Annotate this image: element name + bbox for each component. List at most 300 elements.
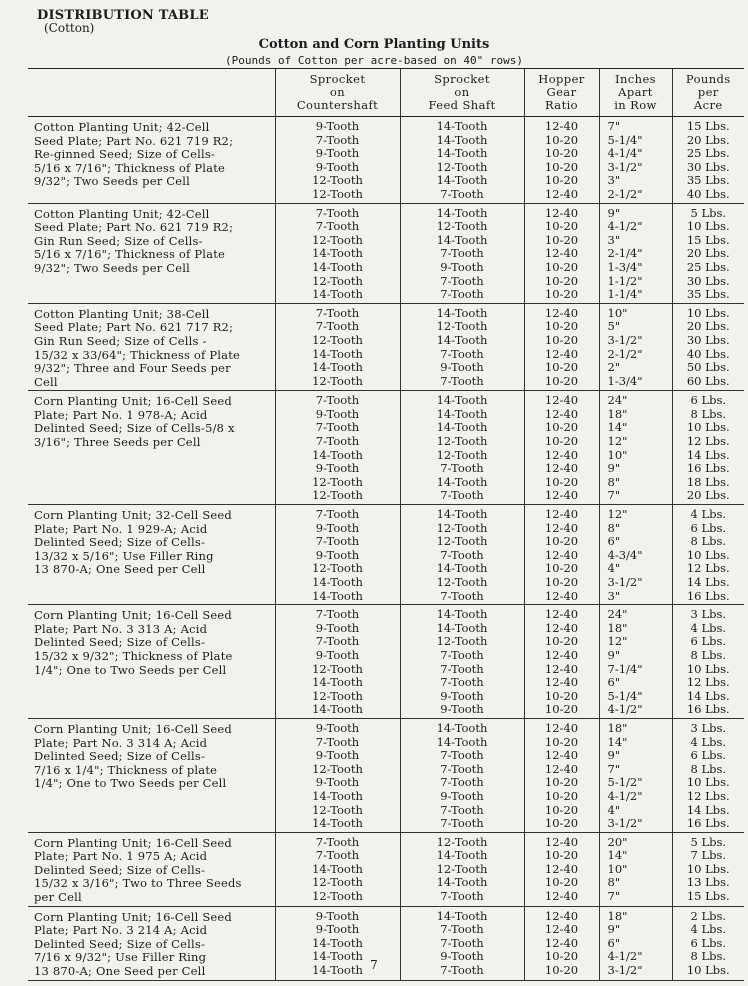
page-number: 7	[370, 958, 378, 972]
cell-value: 12-40	[544, 922, 579, 937]
cell-value: 6"	[607, 534, 621, 549]
cell-value: 14-Tooth	[436, 875, 488, 890]
cell-value: 12-40	[544, 761, 579, 776]
cell-value: 4"	[607, 802, 621, 817]
cell-value: 10"	[607, 861, 628, 876]
cell-value: 14-Tooth	[436, 205, 488, 220]
cell-value: 14"	[607, 734, 628, 749]
description-line: Seed Plate; Part No. 621 719 R2;	[34, 220, 234, 235]
cell-value: 12-40	[544, 720, 579, 735]
cell-value: 12-40	[544, 461, 579, 476]
cell-value: 2-1/4"	[607, 246, 643, 261]
cell-value: 14-Tooth	[436, 132, 488, 147]
description-line: 13 870-A; One Seed per Cell	[34, 964, 206, 979]
cell-value: 14-Tooth	[436, 720, 488, 735]
inches-cell	[599, 203, 672, 303]
cell-value: 1-1/4"	[607, 287, 643, 302]
cell-value: 7-Tooth	[315, 319, 360, 334]
cell-value: 10"	[607, 447, 628, 462]
cell-value: 10-20	[544, 219, 579, 234]
unit-description	[28, 203, 275, 303]
countershaft-cell	[275, 832, 400, 906]
cell-value: 12-Tooth	[312, 561, 363, 576]
cell-value: 14-Tooth	[436, 561, 488, 576]
cell-value: 12-Tooth	[312, 474, 363, 489]
cell-value: 12-Tooth	[436, 834, 488, 849]
feedshaft-cell	[400, 117, 524, 204]
cell-value: 7-Tooth	[440, 461, 484, 476]
description-line: Plate; Part No. 1 975 A; Acid	[34, 849, 208, 864]
cell-value: 40 Lbs.	[686, 186, 730, 201]
description-line: Plate; Part No. 3 313 A; Acid	[34, 621, 208, 636]
cell-value: 14-Tooth	[436, 507, 488, 522]
distribution-table	[28, 68, 744, 981]
cell-value: 12-40	[544, 346, 579, 361]
cell-value: 12-40	[544, 507, 579, 522]
description-line: 15/32 x 3/16"; Two to Three Seeds	[34, 876, 242, 891]
cell-value: 12-40	[544, 620, 579, 635]
cell-value: 7-Tooth	[315, 734, 360, 749]
cell-value: 6 Lbs.	[690, 393, 727, 408]
cell-value: 12-40	[544, 246, 579, 261]
cell-value: 10-20	[544, 474, 579, 489]
document-subtitle: (Cotton)	[44, 21, 95, 35]
cell-value: 7-Tooth	[440, 889, 484, 904]
cell-value: 14-Tooth	[436, 734, 488, 749]
feedshaft-cell	[400, 718, 524, 832]
cell-value: 7-Tooth	[315, 607, 360, 622]
description-line: Delinted Seed; Size of Cells-	[34, 749, 206, 764]
cell-value: 10-20	[544, 287, 579, 302]
cell-value: 10-20	[544, 816, 579, 831]
cell-value: 7-Tooth	[440, 346, 484, 361]
cell-value: 20 Lbs.	[686, 246, 730, 261]
cell-value: 10-20	[544, 534, 579, 549]
cell-value: 10 Lbs.	[686, 547, 730, 562]
cell-value: 16 Lbs.	[686, 816, 730, 831]
cell-value: 9-Tooth	[315, 406, 360, 421]
cell-value: 14-Tooth	[436, 406, 488, 421]
countershaft-cell	[275, 505, 400, 605]
cell-value: 14-Tooth	[312, 575, 363, 589]
cell-value: 35 Lbs.	[686, 173, 730, 188]
description-line: 9/32"; Three and Four Seeds per	[34, 361, 231, 376]
inches-cell	[599, 605, 672, 719]
cell-value: 15 Lbs.	[686, 119, 730, 133]
cell-value: 4-1/2"	[607, 702, 643, 717]
cell-value: 10"	[607, 305, 628, 320]
inches-cell	[599, 117, 672, 204]
cell-value: 35 Lbs.	[686, 287, 730, 302]
cell-value: 14-Tooth	[436, 232, 488, 247]
cell-value: 14-Tooth	[312, 246, 363, 261]
cell-value: 25 Lbs.	[686, 146, 730, 161]
cell-value: 12-Tooth	[436, 634, 488, 649]
cell-value: 12-Tooth	[312, 273, 363, 288]
cell-value: 7-Tooth	[440, 588, 484, 603]
description-line: Delinted Seed; Size of Cells-5/8 x	[34, 421, 235, 436]
cell-value: 12-Tooth	[436, 520, 488, 535]
cell-value: 4-1/2"	[607, 219, 643, 234]
cell-value: 7-Tooth	[315, 534, 360, 549]
unit-description	[28, 303, 275, 391]
cell-value: 6 Lbs.	[690, 634, 727, 649]
pounds-cell	[672, 303, 744, 391]
cell-value: 10-20	[544, 319, 579, 334]
cell-value: 7 Lbs.	[690, 848, 727, 863]
cell-value: 10-20	[544, 802, 579, 817]
cell-value: 5-1/4"	[607, 688, 643, 703]
ratio-cell	[524, 391, 599, 505]
cell-value: 12"	[607, 507, 628, 522]
cell-value: 10-20	[544, 688, 579, 703]
cell-value: 9-Tooth	[315, 647, 360, 662]
cell-value: 7-Tooth	[315, 420, 360, 435]
cell-value: 7"	[607, 488, 621, 503]
cell-value: 20"	[607, 834, 628, 849]
cell-value: 9-Tooth	[440, 949, 484, 964]
cell-value: 12-40	[544, 186, 579, 201]
cell-value: 10-20	[544, 259, 579, 274]
cell-value: 14-Tooth	[312, 861, 363, 876]
cell-value: 10-20	[544, 146, 579, 161]
description-line: Gin Run Seed; Size of Cells-	[34, 233, 203, 248]
cell-value: 14-Tooth	[312, 588, 363, 603]
description-line: Cell	[34, 374, 58, 389]
cell-value: 4 Lbs.	[690, 734, 727, 749]
cell-value: 18 Lbs.	[686, 474, 730, 489]
cell-value: 14 Lbs.	[686, 688, 730, 703]
cell-value: 13 Lbs.	[686, 875, 730, 890]
cell-value: 2 Lbs.	[690, 908, 727, 923]
cell-value: 12-Tooth	[436, 319, 488, 334]
cell-value: 12-40	[544, 889, 579, 904]
cell-value: 40 Lbs.	[686, 346, 730, 361]
description-line: Cotton Planting Unit; 42-Cell	[34, 120, 210, 134]
description-line: 15/32 x 9/32"; Thickness of Plate	[34, 648, 233, 663]
cell-value: 12-Tooth	[312, 875, 363, 890]
description-line: 13/32 x 5/16"; Use Filler Ring	[34, 548, 214, 563]
ratio-cell	[524, 117, 599, 204]
cell-value: 14-Tooth	[436, 332, 488, 347]
cell-value: 5 Lbs.	[690, 205, 727, 220]
cell-value: 24"	[607, 607, 628, 622]
cell-value: 12-Tooth	[312, 802, 363, 817]
table-row	[28, 718, 744, 832]
ratio-cell	[524, 718, 599, 832]
cell-value: 7-Tooth	[315, 305, 360, 320]
feedshaft-cell	[400, 605, 524, 719]
inches-cell	[599, 718, 672, 832]
cell-value: 7-1/4"	[607, 661, 643, 676]
cell-value: 10-20	[544, 373, 579, 388]
cell-value: 7-Tooth	[440, 802, 484, 817]
countershaft-cell	[275, 203, 400, 303]
table-title: Cotton and Corn Planting Units	[258, 37, 490, 52]
cell-value: 16 Lbs.	[686, 588, 730, 603]
cell-value: 12-40	[544, 305, 579, 320]
countershaft-cell	[275, 117, 400, 204]
cell-value: 10-20	[544, 775, 579, 790]
header-pounds	[672, 69, 744, 117]
cell-value: 12-Tooth	[436, 434, 488, 449]
cell-value: 12-40	[544, 205, 579, 220]
cell-value: 10 Lbs.	[686, 305, 730, 320]
cell-value: 12-40	[544, 675, 579, 690]
cell-value: 12-40	[544, 748, 579, 763]
cell-value: 30 Lbs.	[686, 332, 730, 347]
description-line: Cotton Planting Unit; 42-Cell	[34, 206, 210, 221]
cell-value: 9-Tooth	[440, 360, 484, 375]
cell-value: 10-20	[544, 949, 579, 964]
cell-value: 14-Tooth	[312, 788, 363, 803]
cell-value: 14 Lbs.	[686, 447, 730, 462]
cell-value: 10 Lbs.	[686, 661, 730, 676]
table-row	[28, 117, 744, 204]
cell-value: 10-20	[544, 232, 579, 247]
cell-value: 12-Tooth	[436, 159, 488, 174]
cell-value: 12 Lbs.	[686, 434, 730, 449]
cell-value: 3"	[607, 232, 621, 247]
header-line: on	[454, 85, 470, 99]
cell-value: 8 Lbs.	[690, 647, 727, 662]
ratio-cell	[524, 832, 599, 906]
cell-value: 7-Tooth	[315, 205, 360, 220]
cell-value: 7-Tooth	[440, 935, 484, 950]
cell-value: 14-Tooth	[312, 360, 363, 375]
cell-value: 12-40	[544, 588, 579, 603]
cell-value: 6"	[607, 675, 621, 690]
description-line: Plate; Part No. 3 314 A; Acid	[34, 735, 208, 750]
cell-value: 1-3/4"	[607, 259, 643, 274]
cell-value: 3-1/2"	[607, 575, 643, 589]
cell-value: 16 Lbs.	[686, 702, 730, 717]
cell-value: 5-1/4"	[607, 132, 643, 147]
countershaft-cell	[275, 303, 400, 391]
cell-value: 10-20	[544, 963, 579, 978]
cell-value: 10-20	[544, 173, 579, 188]
description-line: 9/32"; Two Seeds per Cell	[34, 174, 191, 189]
table-body	[28, 117, 744, 981]
cell-value: 7-Tooth	[440, 186, 484, 201]
header-line: Inches	[615, 72, 656, 86]
cell-value: 14-Tooth	[312, 447, 363, 462]
cell-value: 14-Tooth	[312, 259, 363, 274]
cell-value: 14-Tooth	[436, 146, 488, 161]
cell-value: 7-Tooth	[440, 963, 484, 978]
cell-value: 14-Tooth	[312, 949, 363, 964]
header-line: Ratio	[544, 98, 578, 112]
cell-value: 7-Tooth	[440, 287, 484, 302]
cell-value: 12-40	[544, 607, 579, 622]
cell-value: 12-Tooth	[436, 861, 488, 876]
cell-value: 12-40	[544, 447, 579, 462]
cell-value: 30 Lbs.	[686, 159, 730, 174]
cell-value: 9"	[607, 922, 621, 937]
cell-value: 12-40	[544, 520, 579, 535]
cell-value: 14"	[607, 848, 628, 863]
ratio-cell	[524, 505, 599, 605]
description-line: Cotton Planting Unit; 38-Cell	[34, 306, 210, 321]
cell-value: 7-Tooth	[315, 393, 360, 408]
table-row	[28, 605, 744, 719]
cell-value: 14"	[607, 420, 628, 435]
description-line: Delinted Seed; Size of Cells-	[34, 535, 206, 550]
cell-value: 12-40	[544, 908, 579, 923]
cell-value: 7-Tooth	[440, 547, 484, 562]
cell-value: 12-Tooth	[312, 761, 363, 776]
cell-value: 7-Tooth	[315, 219, 360, 234]
header-description	[28, 69, 275, 117]
cell-value: 7-Tooth	[315, 132, 360, 147]
cell-value: 9-Tooth	[315, 748, 360, 763]
cell-value: 10-20	[544, 634, 579, 649]
cell-value: 7"	[607, 761, 621, 776]
cell-value: 12-Tooth	[312, 173, 363, 188]
cell-value: 14-Tooth	[436, 474, 488, 489]
countershaft-cell	[275, 391, 400, 505]
cell-value: 10 Lbs.	[686, 963, 730, 978]
unit-description	[28, 718, 275, 832]
table-header-row	[28, 69, 744, 117]
ratio-cell	[524, 303, 599, 391]
cell-value: 6 Lbs.	[690, 748, 727, 763]
cell-value: 9"	[607, 461, 621, 476]
cell-value: 9-Tooth	[440, 702, 484, 717]
description-line: 1/4"; One to Two Seeds per Cell	[34, 662, 227, 677]
table-row	[28, 203, 744, 303]
description-line: 13 870-A; One Seed per Cell	[34, 562, 206, 577]
countershaft-cell	[275, 605, 400, 719]
cell-value: 3-1/2"	[607, 963, 643, 978]
cell-value: 10-20	[544, 848, 579, 863]
header-line: Sprocket	[434, 72, 490, 86]
header-ratio	[524, 69, 599, 117]
cell-value: 12 Lbs.	[686, 561, 730, 576]
pounds-cell	[672, 391, 744, 505]
feedshaft-cell	[400, 832, 524, 906]
header-line: Acre	[693, 98, 723, 112]
header-countershaft	[275, 69, 400, 117]
cell-value: 12-40	[544, 861, 579, 876]
cell-value: 14-Tooth	[312, 816, 363, 831]
cell-value: 9-Tooth	[440, 788, 484, 803]
cell-value: 10 Lbs.	[686, 219, 730, 234]
header-line: Sprocket	[309, 72, 366, 86]
cell-value: 14-Tooth	[436, 607, 488, 622]
cell-value: 10-20	[544, 734, 579, 749]
description-line: Corn Planting Unit; 16-Cell Seed	[34, 608, 232, 623]
cell-value: 12-40	[544, 661, 579, 676]
cell-value: 2-1/2"	[607, 186, 643, 201]
header-line: on	[329, 85, 346, 99]
cell-value: 12 Lbs.	[686, 788, 730, 803]
cell-value: 4 Lbs.	[690, 507, 727, 522]
cell-value: 8"	[607, 875, 621, 890]
description-line: 9/32"; Two Seeds per Cell	[34, 260, 191, 275]
inches-cell	[599, 505, 672, 605]
cell-value: 9-Tooth	[440, 259, 484, 274]
description-line: 5/16 x 7/16"; Thickness of Plate	[34, 247, 226, 262]
cell-value: 18"	[607, 406, 628, 421]
cell-value: 7-Tooth	[440, 488, 484, 503]
cell-value: 14-Tooth	[436, 173, 488, 188]
cell-value: 7-Tooth	[440, 373, 484, 388]
cell-value: 8"	[607, 520, 621, 535]
description-line: Delinted Seed; Size of Cells-	[34, 936, 206, 951]
cell-value: 7-Tooth	[440, 246, 484, 261]
feedshaft-cell	[400, 203, 524, 303]
description-line: Corn Planting Unit; 16-Cell Seed	[34, 721, 232, 736]
pounds-cell	[672, 718, 744, 832]
pounds-cell	[672, 203, 744, 303]
cell-value: 2-1/2"	[607, 346, 643, 361]
cell-value: 4 Lbs.	[690, 922, 727, 937]
cell-value: 14-Tooth	[312, 702, 363, 717]
description-line: Delinted Seed; Size of Cells-	[34, 635, 206, 650]
cell-value: 14-Tooth	[436, 908, 488, 923]
cell-value: 6 Lbs.	[690, 520, 727, 535]
header-line: Pounds	[685, 72, 731, 86]
cell-value: 7-Tooth	[315, 434, 360, 449]
cell-value: 7-Tooth	[440, 273, 484, 288]
cell-value: 9-Tooth	[315, 159, 360, 174]
pounds-cell	[672, 505, 744, 605]
cell-value: 7-Tooth	[440, 922, 484, 937]
cell-value: 14-Tooth	[436, 119, 488, 133]
unit-description	[28, 117, 275, 204]
distribution-table-container	[28, 68, 744, 981]
inches-cell	[599, 303, 672, 391]
cell-value: 5 Lbs.	[690, 834, 727, 849]
cell-value: 14 Lbs.	[686, 802, 730, 817]
cell-value: 8 Lbs.	[690, 761, 727, 776]
feedshaft-cell	[400, 391, 524, 505]
description-line: Delinted Seed; Size of Cells-	[34, 862, 206, 877]
document-title: DISTRIBUTION TABLE	[37, 8, 209, 23]
cell-value: 7-Tooth	[440, 775, 484, 790]
cell-value: 12-40	[544, 647, 579, 662]
description-line: Corn Planting Unit; 16-Cell Seed	[34, 909, 232, 924]
cell-value: 14-Tooth	[312, 935, 363, 950]
cell-value: 4-3/4"	[607, 547, 643, 562]
header-line: Countershaft	[296, 98, 379, 112]
cell-value: 9"	[607, 205, 621, 220]
description-line: Gin Run Seed; Size of Cells -	[34, 333, 207, 348]
pounds-cell	[672, 605, 744, 719]
cell-value: 6 Lbs.	[690, 935, 727, 950]
cell-value: 7-Tooth	[440, 675, 484, 690]
cell-value: 10-20	[544, 434, 579, 449]
cell-value: 1-3/4"	[607, 373, 643, 388]
cell-value: 9-Tooth	[315, 620, 360, 635]
cell-value: 4-1/4"	[607, 146, 643, 161]
cell-value: 8 Lbs.	[690, 406, 727, 421]
cell-value: 7-Tooth	[440, 748, 484, 763]
cell-value: 7-Tooth	[315, 848, 360, 863]
description-line: 3/16"; Three Seeds per Cell	[34, 435, 201, 450]
cell-value: 7"	[607, 119, 621, 133]
cell-value: 7-Tooth	[440, 761, 484, 776]
unit-description	[28, 391, 275, 505]
ratio-cell	[524, 605, 599, 719]
cell-value: 12-Tooth	[312, 186, 363, 201]
unit-description	[28, 605, 275, 719]
cell-value: 9-Tooth	[315, 146, 360, 161]
header-inches	[599, 69, 672, 117]
cell-value: 10-20	[544, 561, 579, 576]
description-line: Seed Plate; Part No. 621 717 R2;	[34, 320, 234, 335]
